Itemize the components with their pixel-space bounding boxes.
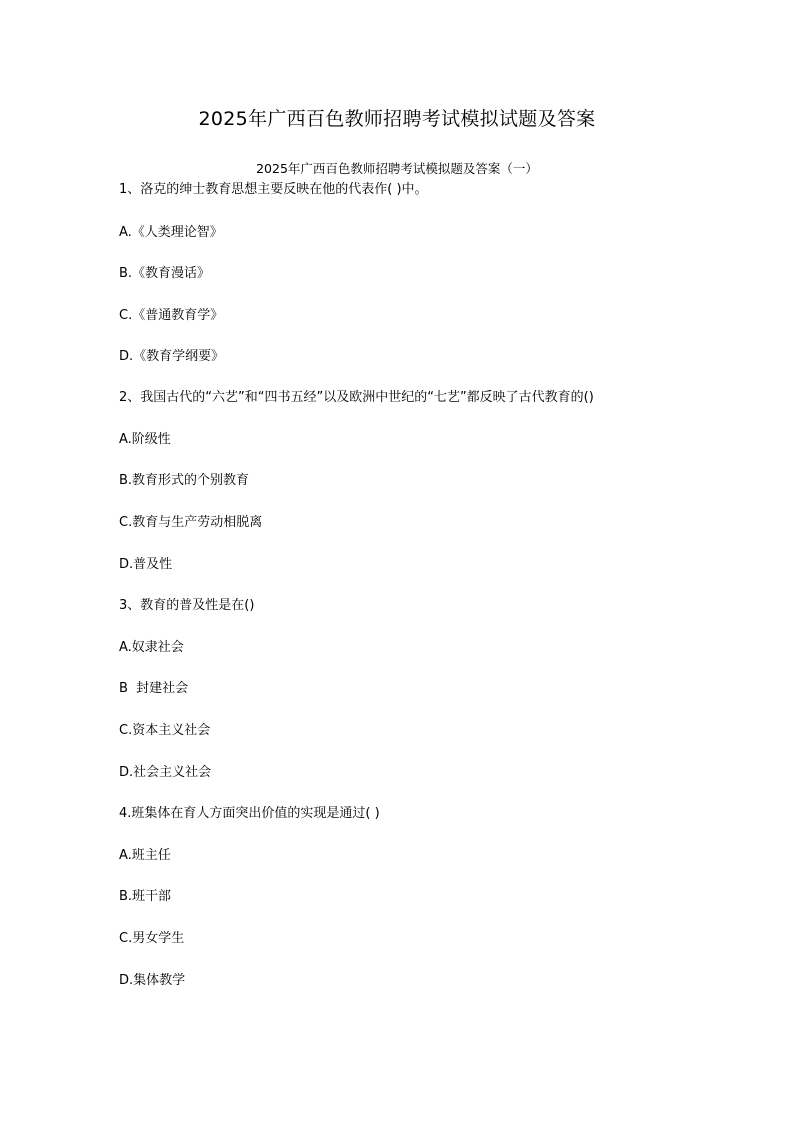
question-3-option-a: A.奴隶社会: [119, 640, 184, 655]
question-4-option-b: B.班干部: [119, 889, 172, 904]
question-3-option-c: C.资本主义社会: [119, 723, 211, 738]
section-title: 2025年广西百色教师招聘考试模拟题及答案（一）: [256, 161, 538, 176]
question-4-stem: 4.班集体在育人方面突出价值的实现是通过( ): [119, 806, 380, 821]
question-3-option-d: D.社会主义社会: [119, 765, 212, 780]
question-1-option-c: C.《普通教育学》: [119, 308, 224, 323]
document-title: 2025年广西百色教师招聘考试模拟试题及答案: [198, 108, 596, 130]
question-1-stem: 1、洛克的绅士教育思想主要反映在他的代表作( )中。: [119, 182, 428, 197]
question-1-option-b: B.《教育漫话》: [119, 266, 211, 281]
question-2-option-b: B.教育形式的个别教育: [119, 473, 250, 488]
question-2-option-a: A.阶级性: [119, 432, 171, 447]
question-4-option-a: A.班主任: [119, 848, 171, 863]
question-2-option-d: D.普及性: [119, 557, 173, 572]
question-3-option-b: B 封建社会: [119, 681, 189, 696]
question-1-option-d: D.《教育学纲要》: [119, 349, 225, 364]
question-2-option-c: C.教育与生产劳动相脱离: [119, 515, 263, 530]
question-4-option-c: C.男女学生: [119, 931, 185, 946]
question-1-option-a: A.《人类理论智》: [119, 225, 223, 240]
question-3-stem: 3、教育的普及性是在(): [119, 598, 255, 613]
question-4-option-d: D.集体教学: [119, 973, 186, 988]
question-2-stem: 2、我国古代的“六艺”和“四书五经”以及欧洲中世纪的“七艺”都反映了古代教育的(): [119, 390, 594, 405]
